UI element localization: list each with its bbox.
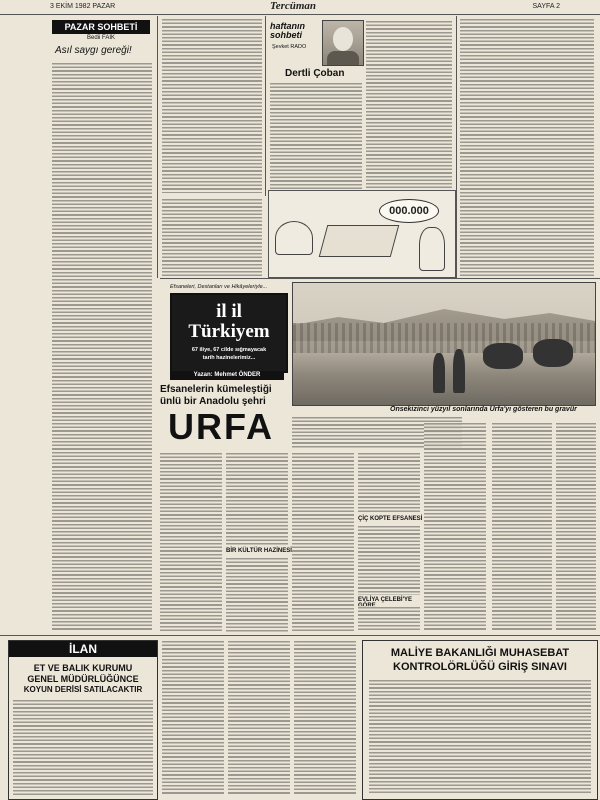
cartoon-figure-right — [419, 227, 445, 271]
urfa-engraving-image — [292, 282, 596, 406]
urfa-kicker-line1: Efsanelerin kümeleştiği — [160, 384, 272, 395]
cartoon-speech-bubble: 000.000 — [379, 199, 439, 223]
urfa-continued-col3 — [294, 640, 356, 796]
portrait-shoulders — [327, 51, 359, 65]
urfa-body-col5 — [424, 422, 486, 632]
haftanin-body-col1 — [270, 82, 362, 192]
section-divider — [160, 278, 600, 279]
engraving-horse-rider — [483, 343, 523, 369]
cartoon-desk — [319, 225, 400, 257]
ilan-notice — [8, 640, 158, 800]
maliye-exam-notice — [362, 640, 598, 800]
article-column-text — [162, 18, 262, 193]
haftanin-label — [270, 22, 330, 40]
urfa-body-col4 — [358, 452, 420, 514]
maliye-body-text — [369, 679, 591, 795]
ilan-line3: KOYUN DERİSİ SATILACAKTIR — [23, 685, 143, 694]
urfa-body-col2b — [226, 557, 288, 632]
maliye-line1: MALİYE BAKANLIĞI MUHASEBAT — [390, 647, 570, 659]
urfa-continued-col1 — [162, 640, 224, 796]
article-column-text — [162, 198, 262, 276]
haftanin-line2: sohbeti — [270, 30, 303, 40]
column-divider — [456, 16, 457, 278]
portrait-face — [333, 27, 353, 51]
pazar-sohbeti-label: PAZAR SOHBETİ — [52, 20, 150, 34]
urfa-body-col4b — [358, 525, 420, 595]
ilan-label: İLAN — [9, 641, 157, 657]
urfa-continued-col2 — [228, 640, 290, 796]
engraving-caption: Onsekizinci yüzyıl sonlarında Urfa'yı gösteren bu gravür — [390, 406, 577, 413]
engraving-figure — [453, 349, 465, 393]
il-il-banner: Efsaneleri, Destanları ve Hikâyeleriyle... — [170, 284, 268, 290]
ilan-line2: GENEL MÜDÜRLÜĞÜNCE — [27, 674, 139, 684]
urfa-body-col7 — [556, 422, 596, 632]
section-heading-kopte: ÇİÇ KOPTE EFSANESİ — [358, 516, 423, 522]
cartoon-figure-left — [275, 221, 313, 255]
haftanin-author: Şevket RADO — [272, 44, 307, 50]
urfa-title: URFA — [168, 406, 274, 447]
column-divider — [265, 16, 266, 196]
il-il-turkiyem-box — [170, 293, 288, 373]
cartoon-illustration — [268, 190, 456, 278]
author-portrait-photo — [322, 20, 364, 66]
column-divider — [157, 16, 158, 278]
haftanin-headline: Dertli Çoban — [285, 68, 345, 79]
maliye-line2: KONTROLÖRLÜĞÜ GİRİŞ SINAVI — [393, 661, 567, 673]
ilan-body-text — [13, 699, 153, 795]
urfa-body-col4c — [358, 606, 420, 632]
il-il-byline: Yazan: Mehmet ÖNDER — [170, 371, 284, 380]
section-heading-kultur: BİR KÜLTÜR HAZİNESİ — [226, 548, 292, 554]
urfa-kicker-line2: ünlü bir Anadolu şehri — [160, 396, 266, 407]
issue-date: 3 EKİM 1982 PAZAR — [50, 3, 116, 10]
engraving-horse-rider — [533, 339, 573, 367]
masthead: Tercüman — [270, 0, 317, 12]
urfa-body-col2 — [226, 452, 288, 546]
page-number: SAYFA 2 — [532, 3, 560, 10]
engraving-figure — [433, 353, 445, 393]
section-heading-evliya: EVLİYA ÇELEBİ'YE — [358, 597, 412, 603]
haftanin-line1: haftanın — [270, 21, 305, 31]
pazar-sohbeti-body — [52, 62, 152, 632]
il-il-subtitle2: tarih hazinelerimiz... — [202, 355, 256, 361]
urfa-body-col6 — [492, 422, 552, 632]
urfa-body-col1 — [160, 452, 222, 632]
il-il-subtitle1: 67 iliye, 67 cilde sığmayacak — [191, 347, 267, 353]
haftanin-body-col2 — [366, 20, 452, 192]
turkiyem-title: Türkiyem — [188, 321, 270, 342]
il-il-title: il il — [216, 301, 242, 322]
ilan-line1: ET VE BALIK KURUMU — [33, 663, 133, 673]
pazar-sohbeti-headline: Asıl saygı gereği! — [55, 45, 132, 56]
page-header — [0, 0, 600, 15]
section-divider — [0, 635, 600, 636]
right-column-text — [460, 18, 594, 276]
pazar-sohbeti-author: Bedii FAİK — [86, 35, 115, 41]
urfa-body-col3 — [292, 452, 354, 632]
